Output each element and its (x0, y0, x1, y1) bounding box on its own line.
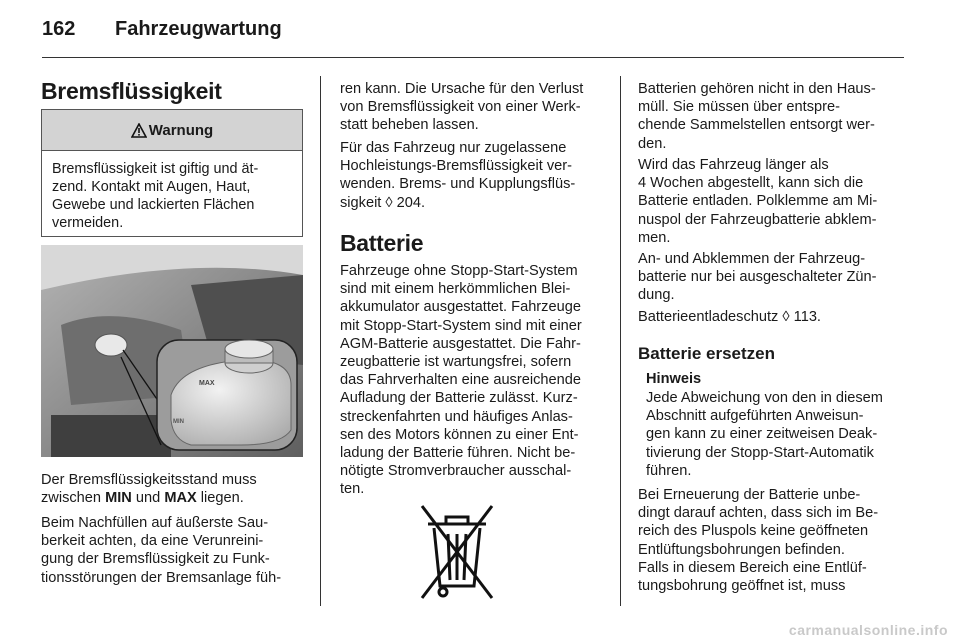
paragraph-refill: Beim Nachfüllen auf äußerste Sau- berkeit achten, da eine Verunreini- gung der Bremsflüssigkeit zu Funk- tionsstörungen der Bremsanlage füh- (41, 515, 282, 586)
section-title-bremsfluessigkeit: Bremsflüssigkeit (41, 78, 222, 104)
paragraph-min-max (41, 471, 313, 507)
section-title-batterie: Batterie (340, 230, 424, 256)
paragraph-disposal: Batterien gehören nicht in den Haus- müll. Sie müssen über entspre- chende Sammelstellen entsorgt wer- den. (638, 81, 876, 152)
chapter-title: Fahrzeugwartung (115, 18, 282, 40)
engine-bay-illustration (41, 245, 303, 457)
warning-label: Warnung (148, 121, 214, 139)
text-fragment: und (131, 490, 165, 507)
paragraph-ignition-off: An- und Abklemmen der Fahrzeug- batterie nur bei ausgeschalteter Zün- dung. (638, 251, 877, 304)
page-number: 162 (42, 18, 76, 40)
brake-fluid-reservoir-photo (41, 245, 303, 457)
paragraph-battery-types: Fahrzeuge ohne Stopp-Start-System sind mit einem herkömmlichen Blei- akkumulator ausgestattet. Fahrzeuge mit Stopp-Start-System sind mit einer AGM-Batterie ausgestattet. Die Fahr- zeugbatterie ist wartungsfrei, sofern das Fahrverhalten eine ausreichende Aufladung der Batterie zulässt. Kurz- streckenfahrten und häufiges Anlas- sen des Motors können zu einer Ent- ladung der Batterie führen. Nicht be- nötigte Stromverbraucher ausschal- ten. (340, 263, 582, 498)
hinweis-text: Jede Abweichung von den in diesem Abschnitt aufgeführten Anweisun- gen kann zu einer zeitweisen Deak- tivierung der Stopp-Start-Automatik führen. (646, 390, 883, 479)
text-fragment: Der Bremsflüssigkeitsstand muss zwischen (41, 472, 257, 507)
warning-header (42, 110, 302, 151)
warning-text: Bremsflüssigkeit ist giftig und ät- zend. Kontakt mit Augen, Haut, Gewebe und lackierten Flächen vermeiden. (52, 161, 259, 231)
hinweis-title: Hinweis (646, 371, 702, 387)
paragraph-brake-fluid-loss: ren kann. Die Ursache für den Verlust von Bremsflüssigkeit von einer Werk- statt beheben lassen. (340, 81, 584, 134)
crossed-out-wheelie-bin-icon (418, 502, 496, 602)
warning-triangle-icon (131, 123, 147, 138)
max-mark: MAX (199, 380, 215, 387)
paragraph-discharge-protection: Batterieentladeschutz ◊ 113. (638, 309, 821, 325)
column-divider-2 (620, 76, 621, 606)
column-divider-1 (320, 76, 321, 606)
paragraph-replace-battery: Bei Erneuerung der Batterie unbe- dingt darauf achten, dass sich im Be- reich des Pluspols keine geöffneten Entlüftungsbohrungen befinden. Falls in diesem Bereich eine Entlüf- tungsbohrung geöffnet ist, muss (638, 487, 879, 595)
min-label: MIN (105, 490, 132, 507)
subsection-title-batterie-ersetzen: Batterie ersetzen (638, 344, 776, 363)
max-label: MAX (164, 490, 197, 507)
text-fragment: liegen. (196, 490, 244, 507)
warning-box (41, 109, 303, 237)
paragraph-approved-fluid: Für das Fahrzeug nur zugelassene Hochleistungs-Bremsflüssigkeit ver- wenden. Brems- und Kupplungsflüs- sigkeit ◊ 204. (340, 140, 576, 211)
header-divider (42, 57, 904, 58)
paragraph-long-parking: Wird das Fahrzeug länger als 4 Wochen abgestellt, kann sich die Batterie entladen. Polklemme am Mi- nuspol der Fahrzeugbatterie abklem- men. (638, 157, 878, 246)
min-mark: MIN (173, 419, 184, 425)
watermark: carmanualsonline.info (788, 622, 948, 638)
